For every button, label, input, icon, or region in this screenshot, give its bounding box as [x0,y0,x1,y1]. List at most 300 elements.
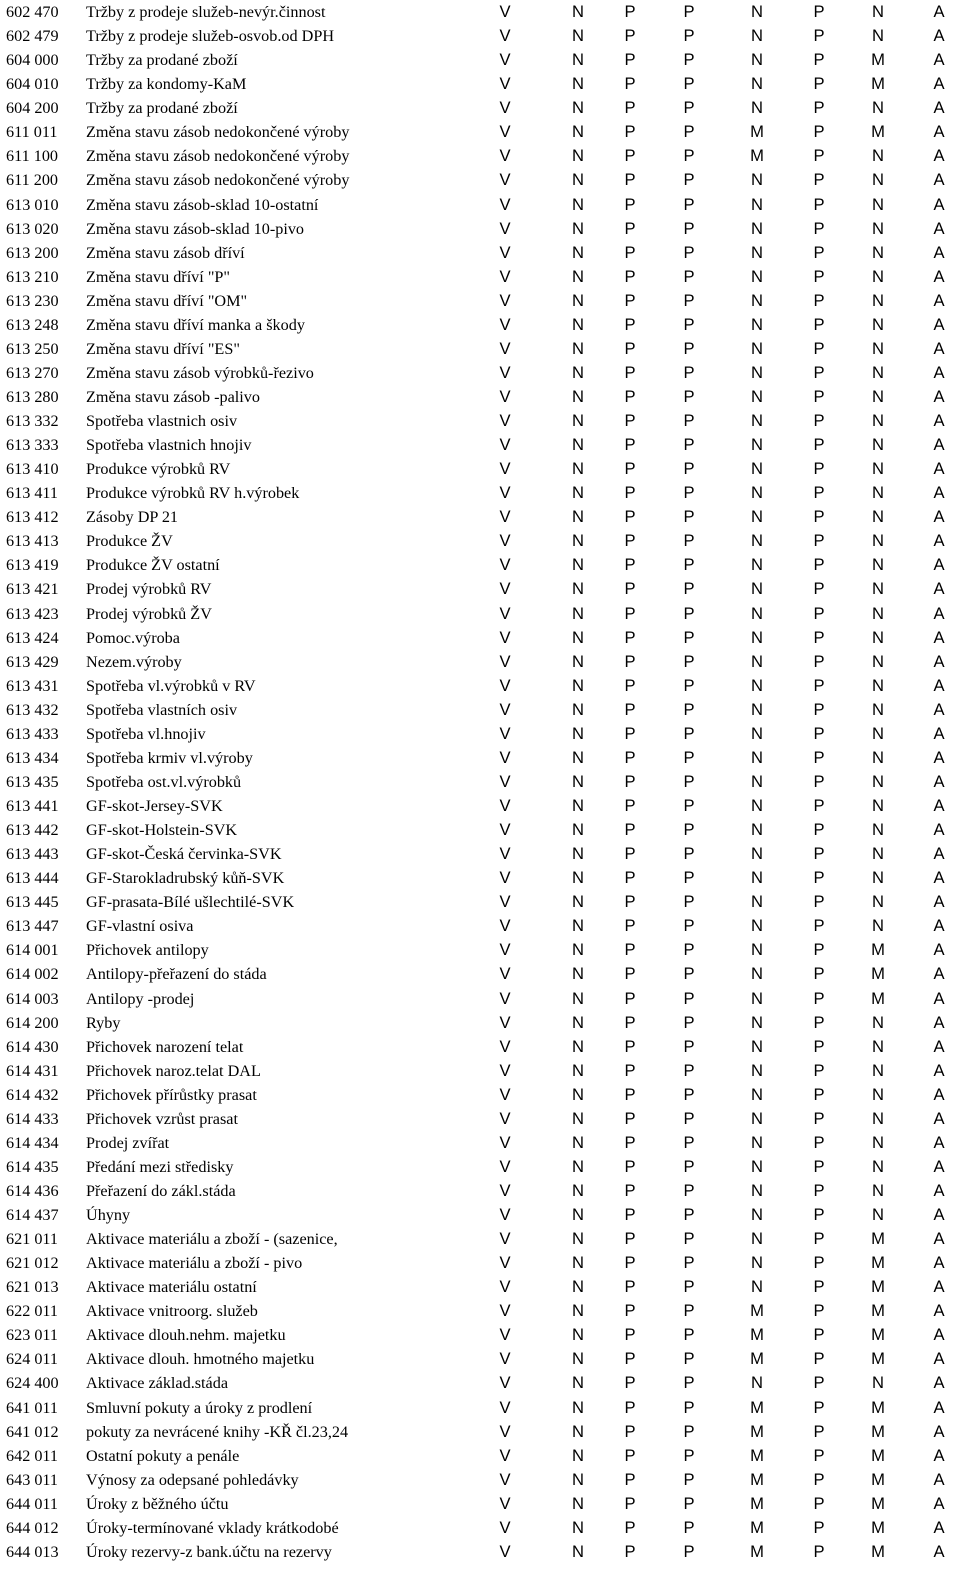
flag-col-4: P [683,338,695,358]
flag-col-5: N [751,627,763,647]
flag-col-1: V [499,1493,511,1513]
account-name: Přichovek přírůstky prasat [86,1085,257,1104]
account-name: Úhyny [86,1206,131,1224]
flag-col-3: P [624,483,636,503]
flag-col-3: P [624,1180,636,1200]
table-row [0,1203,960,1227]
flag-col-5: N [751,507,763,527]
flag-col-5: N [751,1012,763,1032]
flag-col-1: V [499,459,511,479]
flag-col-4: P [683,242,695,262]
account-name: GF-skot-Česká červinka-SVK [86,845,282,864]
flag-col-2: N [572,290,584,310]
table-row [0,1540,960,1564]
flag-col-2: N [572,1229,584,1249]
table-row [0,1275,960,1299]
flag-col-3: P [624,1253,636,1273]
flag-col-2: N [572,74,584,94]
flag-col-8: A [933,531,945,551]
flag-col-4: P [683,1541,695,1561]
flag-col-7: M [871,1469,885,1489]
flag-col-7: N [872,459,884,479]
flag-col-6: P [813,218,825,238]
flag-col-5: N [751,26,763,46]
flag-col-8: A [933,362,945,382]
flag-col-4: P [683,1084,695,1104]
flag-col-7: M [871,1229,885,1249]
flag-col-3: P [624,964,636,984]
flag-col-6: P [813,50,825,70]
flag-col-8: A [933,1205,945,1224]
account-name: Spotřeba vlastnich osiv [86,412,238,430]
flag-col-8: A [933,1301,945,1321]
flag-col-4: P [683,651,695,671]
flag-col-4: P [683,74,695,94]
flag-col-7: N [872,820,884,839]
flag-col-7: N [872,627,884,647]
flag-col-6: P [813,579,825,599]
flag-col-1: V [499,266,511,286]
flag-col-6: P [813,74,825,94]
account-number: 613 443 [6,845,59,864]
flag-col-5: N [751,483,763,503]
account-number: 613 442 [6,821,59,839]
flag-col-3: P [624,555,636,575]
table-row [0,890,960,914]
flag-col-1: V [499,627,511,647]
account-number: 613 413 [6,532,59,551]
flag-col-1: V [499,555,511,575]
flag-col-7: N [872,579,884,599]
flag-col-5: N [751,579,763,599]
flag-col-3: P [624,1517,636,1537]
table-row [0,361,960,385]
table-row [0,794,960,818]
account-number: 602 470 [6,3,59,21]
table-row [0,962,960,986]
flag-col-1: V [499,1277,511,1297]
flag-col-7: N [872,314,884,334]
flag-col-1: V [499,362,511,382]
table-row [0,337,960,361]
flag-col-2: N [572,1036,584,1056]
flag-col-2: N [572,266,584,286]
flag-col-3: P [624,1229,636,1249]
account-name: Produkce ŽV [86,532,173,551]
flag-col-4: P [683,170,695,190]
flag-col-7: N [872,146,884,166]
table-row [0,842,960,866]
flag-col-2: N [572,868,584,888]
flag-col-5: N [751,699,763,719]
flag-col-3: P [624,242,636,262]
flag-col-8: A [933,507,945,527]
flag-col-6: P [813,796,825,815]
flag-col-5: N [751,747,763,767]
flag-col-6: P [813,651,825,671]
account-number: 613 280 [6,388,59,406]
flag-col-6: P [813,387,825,406]
flag-col-8: A [933,98,945,118]
account-number: 623 011 [6,1326,59,1345]
flag-col-6: P [813,1373,825,1393]
account-name: pokuty za nevrácené knihy -KŘ čl.23,24 [86,1422,349,1441]
flag-col-6: P [813,1469,825,1489]
flag-col-7: N [872,26,884,46]
account-name: Předání mezi středisky [86,1157,234,1176]
flag-col-6: P [813,988,825,1008]
flag-col-4: P [683,723,695,743]
flag-col-2: N [572,338,584,358]
flag-col-6: P [813,242,825,262]
flag-col-5: N [751,1277,763,1297]
flag-col-7: N [872,916,884,936]
account-name: Tržby z prodeje služeb-osvob.od DPH [86,27,335,46]
flag-col-1: V [499,314,511,334]
account-name: Přichovek naroz.telat DAL [86,1061,261,1080]
account-name: Přichovek antilopy [86,941,209,960]
flag-col-4: P [683,1349,695,1369]
flag-col-6: P [813,940,825,960]
flag-col-2: N [572,771,584,791]
flag-col-4: P [683,266,695,286]
flag-col-7: N [872,435,884,455]
flag-col-8: A [933,1253,945,1273]
table-row [0,193,960,217]
account-number: 614 001 [6,941,59,960]
flag-col-6: P [813,1445,825,1465]
flag-col-8: A [933,868,945,888]
flag-col-8: A [933,1397,945,1417]
table-row [0,457,960,481]
flag-col-5: N [751,651,763,671]
flag-col-7: N [872,796,884,815]
flag-col-3: P [624,459,636,479]
flag-col-8: A [933,844,945,864]
table-row [0,1059,960,1083]
flag-col-3: P [624,98,636,118]
table-row [0,722,960,746]
flag-col-3: P [624,892,636,912]
account-name: Změna stavu zásob-sklad 10-pivo [86,219,305,238]
account-number: 621 011 [6,1230,59,1249]
flag-col-7: M [871,1493,885,1513]
flag-col-4: P [683,2,695,21]
flag-col-5: N [751,555,763,575]
flag-col-6: P [813,1156,825,1176]
flag-col-2: N [572,50,584,70]
flag-col-2: N [572,435,584,455]
flag-col-7: N [872,1132,884,1152]
flag-col-5: M [750,1325,764,1345]
flag-col-3: P [624,940,636,960]
flag-col-2: N [572,1325,584,1345]
account-number: 613 419 [6,556,59,575]
flag-col-6: P [813,675,825,695]
flag-col-4: P [683,675,695,695]
flag-col-6: P [813,435,825,455]
flag-col-7: N [872,2,884,21]
flag-col-2: N [572,1469,584,1489]
flag-col-3: P [624,988,636,1008]
table-row [0,289,960,313]
flag-col-3: P [624,435,636,455]
table-row [0,48,960,72]
account-number: 613 250 [6,339,59,358]
account-name: Změna stavu zásob -palivo [86,388,260,406]
account-number: 611 100 [6,147,59,166]
table-row [0,770,960,794]
flag-col-7: N [872,483,884,503]
table-row [0,674,960,698]
flag-col-1: V [499,194,511,214]
flag-col-5: N [751,1205,763,1224]
table-row [0,1155,960,1179]
flag-col-7: M [871,1253,885,1273]
flag-col-7: M [871,50,885,70]
flag-col-3: P [624,1084,636,1104]
account-number: 613 441 [6,797,59,815]
flag-col-4: P [683,892,695,912]
table-row [0,1083,960,1107]
flag-col-2: N [572,1349,584,1369]
flag-col-2: N [572,1132,584,1152]
flag-col-8: A [933,2,945,21]
flag-col-3: P [624,1469,636,1489]
flag-col-3: P [624,1493,636,1513]
flag-col-5: N [751,531,763,551]
flag-col-4: P [683,387,695,406]
flag-col-6: P [813,411,825,430]
account-number: 613 332 [6,412,59,430]
flag-col-4: P [683,1469,695,1489]
flag-col-4: P [683,1132,695,1152]
flag-col-8: A [933,459,945,479]
account-number: 622 011 [6,1302,59,1321]
flag-col-5: N [751,74,763,94]
flag-col-2: N [572,218,584,238]
flag-col-1: V [499,218,511,238]
flag-col-3: P [624,1349,636,1369]
flag-col-8: A [933,1229,945,1249]
flag-col-8: A [933,411,945,430]
flag-col-6: P [813,603,825,623]
account-number: 613 421 [6,580,59,599]
table-row [0,481,960,505]
flag-col-6: P [813,1084,825,1104]
account-name: Ryby [86,1013,121,1032]
flag-col-8: A [933,603,945,623]
account-number: 614 432 [6,1085,59,1104]
account-number: 614 436 [6,1181,59,1200]
flag-col-1: V [499,1325,511,1345]
flag-col-7: N [872,98,884,118]
flag-col-1: V [499,1108,511,1128]
flag-col-3: P [624,2,636,21]
flag-col-1: V [499,1517,511,1537]
account-name: GF-prasata-Bílé ušlechtilé-SVK [86,893,295,912]
account-name: Tržby za kondomy-KaM [86,75,247,94]
flag-col-5: N [751,1253,763,1273]
flag-col-1: V [499,796,511,815]
flag-col-5: N [751,290,763,310]
flag-col-6: P [813,507,825,527]
flag-col-4: P [683,1229,695,1249]
account-number: 614 435 [6,1157,59,1176]
flag-col-3: P [624,1132,636,1152]
flag-col-1: V [499,242,511,262]
flag-col-8: A [933,1180,945,1200]
flag-col-3: P [624,1541,636,1561]
flag-col-6: P [813,1421,825,1441]
account-name: Nezem.výroby [86,652,182,671]
flag-col-6: P [813,1541,825,1561]
flag-col-8: A [933,194,945,214]
flag-col-3: P [624,1373,636,1393]
account-name: Změna stavu zásob nedokončené výroby [86,123,350,142]
flag-col-4: P [683,988,695,1008]
account-number: 641 011 [6,1398,59,1417]
flag-col-7: N [872,194,884,214]
flag-col-3: P [624,507,636,527]
flag-col-3: P [624,218,636,238]
flag-col-7: N [872,290,884,310]
flag-col-5: N [751,242,763,262]
flag-col-5: N [751,964,763,984]
flag-col-5: N [751,2,763,21]
flag-col-3: P [624,362,636,382]
account-name: Změna stavu zásob-sklad 10-ostatní [86,195,319,214]
flag-col-5: M [750,1301,764,1321]
account-name: Změna stavu dříví "OM" [86,291,248,310]
flag-col-3: P [624,675,636,695]
flag-col-5: N [751,170,763,190]
table-row [0,746,960,770]
flag-col-5: M [750,1421,764,1441]
flag-col-5: M [750,122,764,142]
flag-col-7: N [872,507,884,527]
account-number: 644 011 [6,1494,59,1513]
flag-col-5: N [751,98,763,118]
flag-col-8: A [933,1277,945,1297]
flag-col-1: V [499,1541,511,1561]
flag-col-5: N [751,723,763,743]
flag-col-1: V [499,988,511,1008]
flag-col-1: V [499,1012,511,1032]
flag-col-3: P [624,771,636,791]
table-row [0,265,960,289]
flag-col-8: A [933,483,945,503]
flag-col-2: N [572,1397,584,1417]
account-number: 613 210 [6,267,59,286]
flag-col-4: P [683,1156,695,1176]
flag-col-1: V [499,1156,511,1176]
flag-col-8: A [933,1493,945,1513]
flag-col-5: N [751,338,763,358]
account-name: Aktivace vnitroorg. služeb [86,1302,258,1321]
account-name: Úroky-termínované vklady krátkodobé [86,1518,339,1537]
flag-col-3: P [624,266,636,286]
flag-col-5: N [751,675,763,695]
flag-col-4: P [683,1373,695,1393]
account-name: Prodej výrobků ŽV [86,604,212,623]
flag-col-4: P [683,1060,695,1080]
flag-col-1: V [499,771,511,791]
table-row [0,433,960,457]
account-name: Prodej výrobků RV [86,580,212,599]
flag-col-2: N [572,1421,584,1441]
table-row [0,120,960,144]
flag-col-6: P [813,1349,825,1369]
flag-col-8: A [933,964,945,984]
table-row [0,1323,960,1347]
flag-col-2: N [572,1180,584,1200]
account-name: GF-Starokladrubský kůň-SVK [86,869,285,888]
flag-col-2: N [572,964,584,984]
flag-col-6: P [813,1180,825,1200]
table-row [0,1347,960,1371]
flag-col-6: P [813,98,825,118]
flag-col-5: N [751,387,763,406]
account-number: 642 011 [6,1446,59,1465]
flag-col-6: P [813,555,825,575]
flag-col-4: P [683,26,695,46]
table-row [0,168,960,192]
flag-col-3: P [624,1036,636,1056]
flag-col-8: A [933,723,945,743]
flag-col-1: V [499,603,511,623]
account-name: Spotřeba vl.hnojiv [86,724,206,743]
flag-col-4: P [683,435,695,455]
flag-col-1: V [499,507,511,527]
account-number: 613 010 [6,195,59,214]
flag-col-6: P [813,964,825,984]
flag-col-7: N [872,1180,884,1200]
flag-col-2: N [572,627,584,647]
flag-col-3: P [624,1397,636,1417]
flag-col-6: P [813,1012,825,1032]
table-row [0,1011,960,1035]
flag-col-8: A [933,1325,945,1345]
flag-col-7: N [872,771,884,791]
flag-col-3: P [624,1301,636,1321]
flag-col-5: N [751,1108,763,1128]
account-name: Výnosy za odepsané pohledávky [86,1470,299,1489]
flag-col-1: V [499,1397,511,1417]
account-name: Produkce výrobků RV [86,460,231,479]
flag-col-5: M [750,1469,764,1489]
flag-col-8: A [933,1541,945,1561]
flag-col-4: P [683,796,695,815]
table-row [0,505,960,529]
flag-col-1: V [499,964,511,984]
flag-col-8: A [933,74,945,94]
flag-col-3: P [624,651,636,671]
flag-col-1: V [499,411,511,430]
account-number: 614 434 [6,1133,59,1152]
account-number: 621 013 [6,1278,59,1297]
flag-col-7: N [872,1036,884,1056]
flag-col-4: P [683,1397,695,1417]
flag-col-2: N [572,603,584,623]
flag-col-8: A [933,1373,945,1393]
flag-col-1: V [499,1253,511,1273]
flag-col-2: N [572,892,584,912]
flag-col-3: P [624,1108,636,1128]
account-name: Změna stavu zásob nedokončené výroby [86,147,350,166]
flag-col-8: A [933,579,945,599]
flag-col-2: N [572,699,584,719]
